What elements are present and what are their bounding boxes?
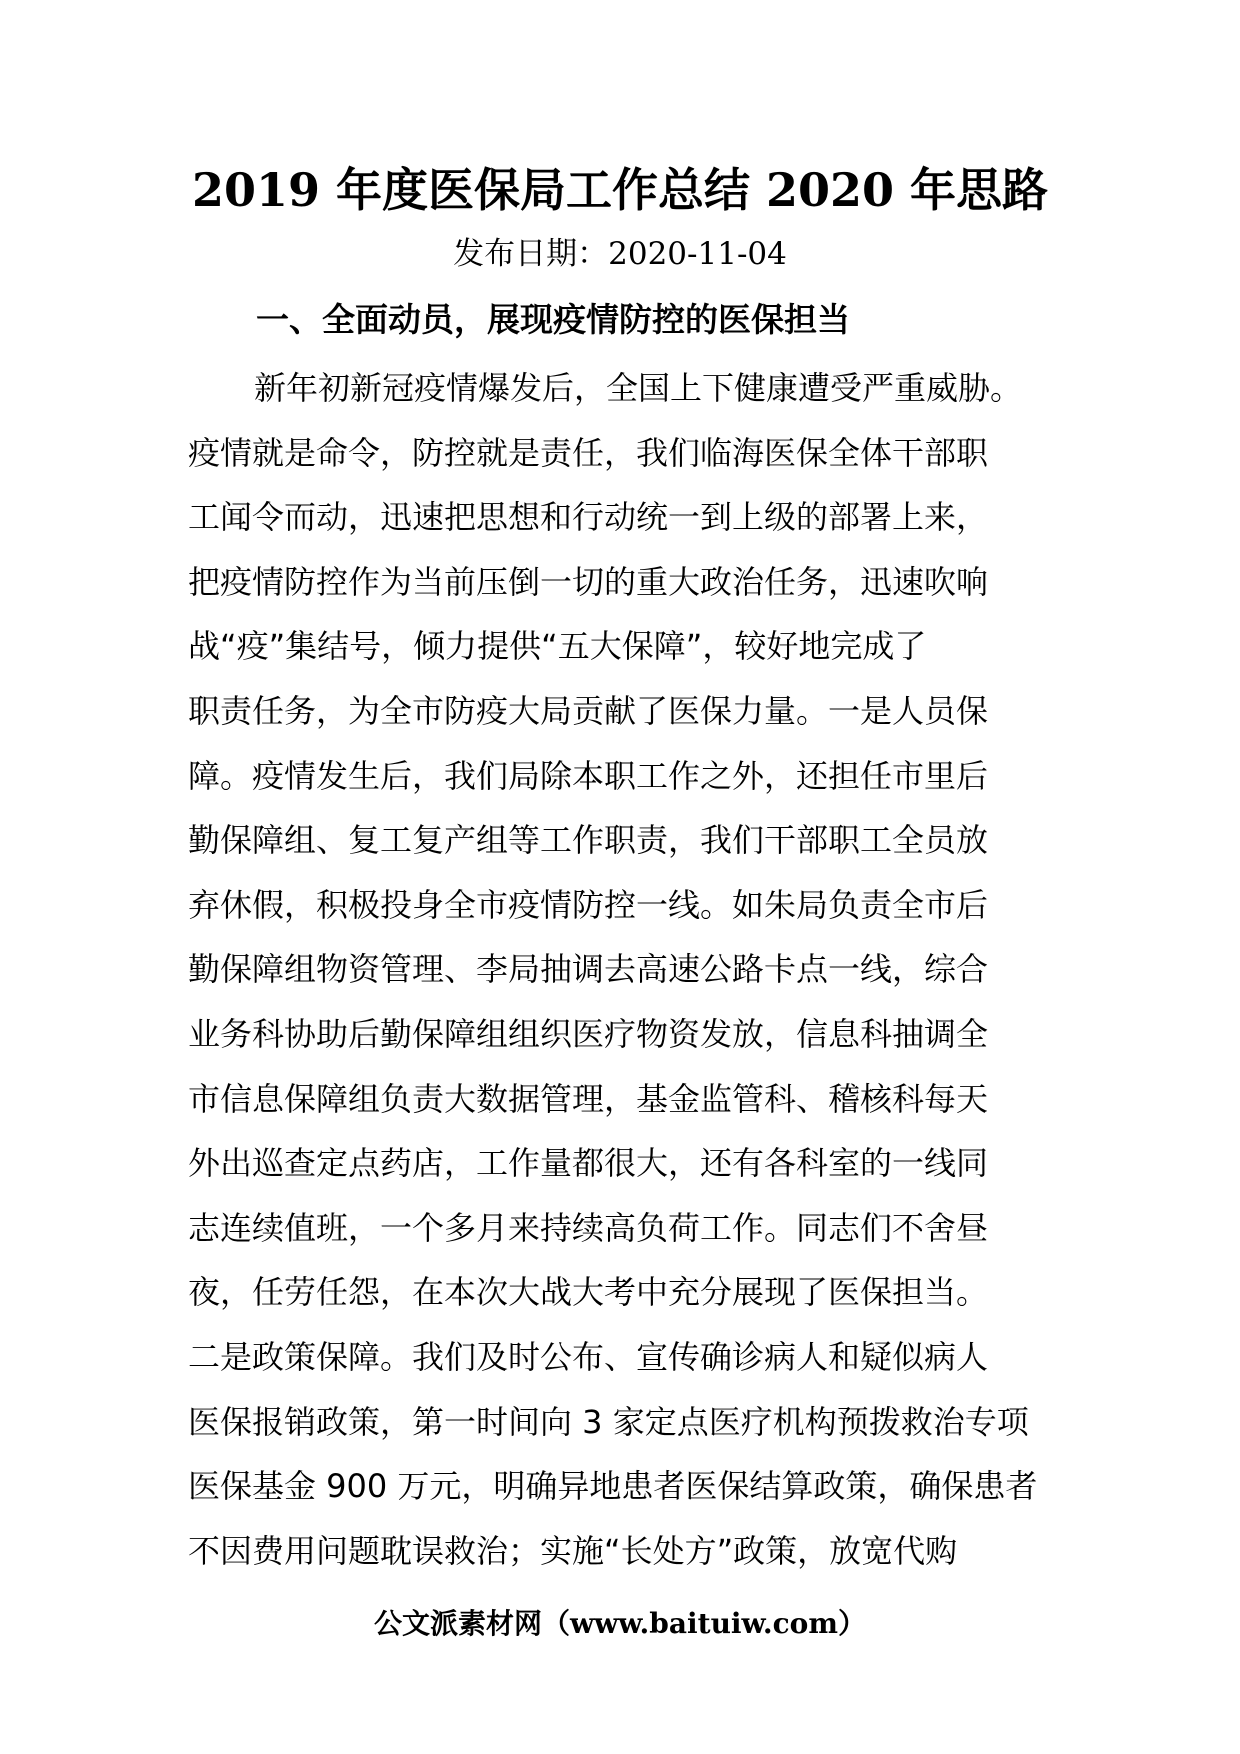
body-line: 勤保障组物资管理、李局抽调去高速公路卡点一线，综合 (188, 950, 989, 989)
section-heading: 一、全面动员，展现疫情防控的医保担当 (256, 300, 850, 339)
body-line: 新年初新冠疫情爆发后，全国上下健康遭受严重威胁。 (254, 369, 1023, 407)
body-line: 志连续值班，一个多月来持续高负荷工作。同志们不舍昼 (188, 1208, 989, 1247)
body-line: 医保基金 900 万元，明确异地患者医保结算政策，确保患者 (188, 1467, 1038, 1506)
body-line: 职责任务，为全市防疫大局贡献了医保力量。一是人员保 (188, 691, 989, 730)
publish-date: 发布日期：2020-11-04 (453, 236, 787, 272)
body-line: 战“疫”集结号，倾力提供“五大保障”，较好地完成了 (188, 627, 927, 666)
body-line: 夜，任劳任怨，在本次大战大考中充分展现了医保担当。 (188, 1273, 989, 1312)
body-line: 外出巡查定点药店，工作量都很大，还有各科室的一线同 (188, 1144, 989, 1183)
body-line: 弃休假，积极投身全市疫情防控一线。如朱局负责全市后 (188, 885, 989, 924)
body-text (188, 356, 1058, 1583)
body-line: 二是政策保障。我们及时公布、宣传确诊病人和疑似病人 (188, 1337, 989, 1376)
body-line: 障。疫情发生后，我们局除本职工作之外，还担任市里后 (188, 756, 989, 795)
document-title: 2019 年度医保局工作总结 2020 年思路 (191, 163, 1049, 217)
body-line: 业务科协助后勤保障组组织医疗物资发放，信息科抽调全 (188, 1014, 989, 1053)
body-line: 疫情就是命令，防控就是责任，我们临海医保全体干部职 (188, 433, 989, 472)
body-line: 市信息保障组负责大数据管理，基金监管科、稽核科每天 (188, 1079, 989, 1118)
body-line: 医保报销政策，第一时间向 3 家定点医疗机构预拨救治专项 (188, 1402, 1029, 1441)
body-line: 不因费用问题耽误救治；实施“长处方”政策，放宽代购 (188, 1531, 958, 1570)
body-line: 勤保障组、复工复产组等工作职责，我们干部职工全员放 (188, 821, 989, 860)
body-line: 工闻令而动，迅速把思想和行动统一到上级的部署上来， (188, 498, 989, 537)
footer-watermark: 公文派素材网（www.baituiw.com） (374, 1607, 866, 1640)
body-line: 把疫情防控作为当前压倒一切的重大政治任务，迅速吹响 (188, 562, 989, 601)
